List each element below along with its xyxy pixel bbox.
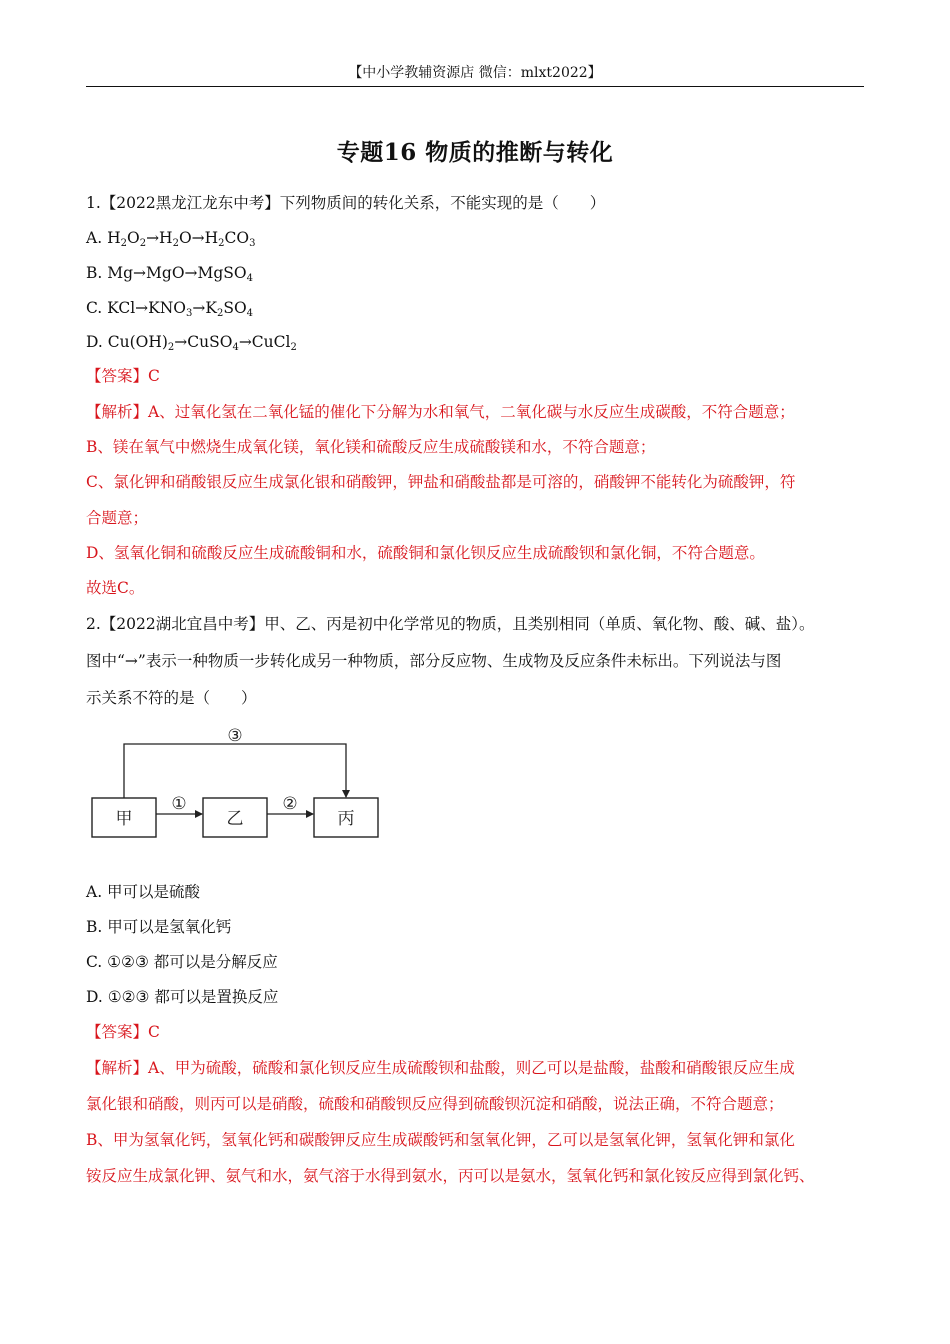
node-jia: 甲 bbox=[115, 809, 133, 829]
arrow-label-2: ② bbox=[282, 794, 298, 814]
conversion-diagram bbox=[88, 722, 388, 844]
q1-option-b: B. Mg→MgO→MgSO$_4$ bbox=[86, 264, 254, 284]
q1-analysis-line: 故选C。 bbox=[86, 579, 145, 597]
q1-answer: 【答案】C bbox=[86, 367, 160, 385]
q1-analysis-line: C、氯化钾和硝酸银反应生成氯化银和硝酸钾，钾盐和硝酸盐都是可溶的，硝酸钾不能转化为硫酸钾，符 bbox=[86, 473, 796, 491]
arrow-label-1: ① bbox=[171, 794, 187, 814]
q2-stem-line: 2.【2022湖北宜昌中考】甲、乙、丙是初中化学常见的物质，且类别相同（单质、氧化物、酸、碱、盐）。 bbox=[86, 615, 815, 633]
q1-analysis-line: B、镁在氧气中燃烧生成氧化镁，氧化镁和硫酸反应生成硫酸镁和水，不符合题意； bbox=[86, 438, 656, 456]
q2-option-a: A. 甲可以是硫酸 bbox=[86, 883, 201, 901]
page-title: 专题16 物质的推断与转化 bbox=[336, 139, 614, 166]
q2-option-b: B. 甲可以是氢氧化钙 bbox=[86, 918, 232, 936]
arrow-3 bbox=[124, 744, 346, 798]
q2-analysis-line: 氯化银和硝酸，则丙可以是硝酸，硫酸和硝酸钡反应得到硫酸钡沉淀和硝酸，说法正确，不符合题意； bbox=[86, 1095, 784, 1113]
page-header: 【中小学教辅资源店 微信：mlxt2022】 bbox=[348, 65, 602, 81]
node-bing: 丙 bbox=[337, 809, 355, 829]
q2-stem-line: 示关系不符的是（ ） bbox=[86, 689, 257, 707]
q1-analysis-line: 合题意； bbox=[86, 509, 149, 527]
q2-option-c: C. ①②③ 都可以是分解反应 bbox=[86, 953, 278, 971]
q1-analysis-line: 【解析】A、过氧化氢在二氧化锰的催化下分解为水和氧气，二氧化碳与水反应生成碳酸，不符合题意； bbox=[86, 403, 795, 421]
q1-analysis-line: D、氢氧化铜和硫酸反应生成硫酸铜和水，硫酸铜和氯化钡反应生成硫酸钡和氯化铜，不符合题意。 bbox=[86, 544, 765, 562]
q1-option-c: C. $KCl\to KNO_3\to K_2SO_4$ bbox=[86, 299, 254, 319]
node-yi: 乙 bbox=[226, 809, 244, 829]
header-divider bbox=[86, 86, 864, 87]
q2-answer: 【答案】C bbox=[86, 1023, 160, 1041]
q2-option-d: D. ①②③ 都可以是置换反应 bbox=[86, 988, 279, 1006]
q1-option-d: D. $Cu(OH)_2\to CuSO_4\to CuCl_2$ bbox=[86, 333, 297, 353]
q2-analysis-line: B、甲为氢氧化钙，氢氧化钙和碳酸钾反应生成碳酸钙和氢氧化钾，乙可以是氢氧化钾，氢氧化钾和氯化 bbox=[86, 1131, 795, 1149]
q2-analysis-line: 【解析】A、甲为硫酸，硫酸和氯化钡反应生成硫酸钡和盐酸，则乙可以是盐酸，盐酸和硝酸银反应生成 bbox=[86, 1059, 795, 1077]
q2-stem-line: 图中“→”表示一种物质一步转化成另一种物质，部分反应物、生成物及反应条件未标出。下列说法与图 bbox=[86, 652, 782, 670]
q1-stem: 1.【2022黑龙江龙东中考】下列物质间的转化关系，不能实现的是（ ） bbox=[86, 194, 606, 212]
q1-option-a: A. $H_2O_2\to H_2O\to H_2CO_3$ bbox=[86, 229, 256, 249]
q2-analysis-line: 铵反应生成氯化钾、氨气和水，氨气溶于水得到氨水，丙可以是氨水，氢氧化钙和氯化铵反应得到氯化钙、 bbox=[86, 1167, 815, 1185]
arrow-label-3: ③ bbox=[227, 726, 243, 746]
